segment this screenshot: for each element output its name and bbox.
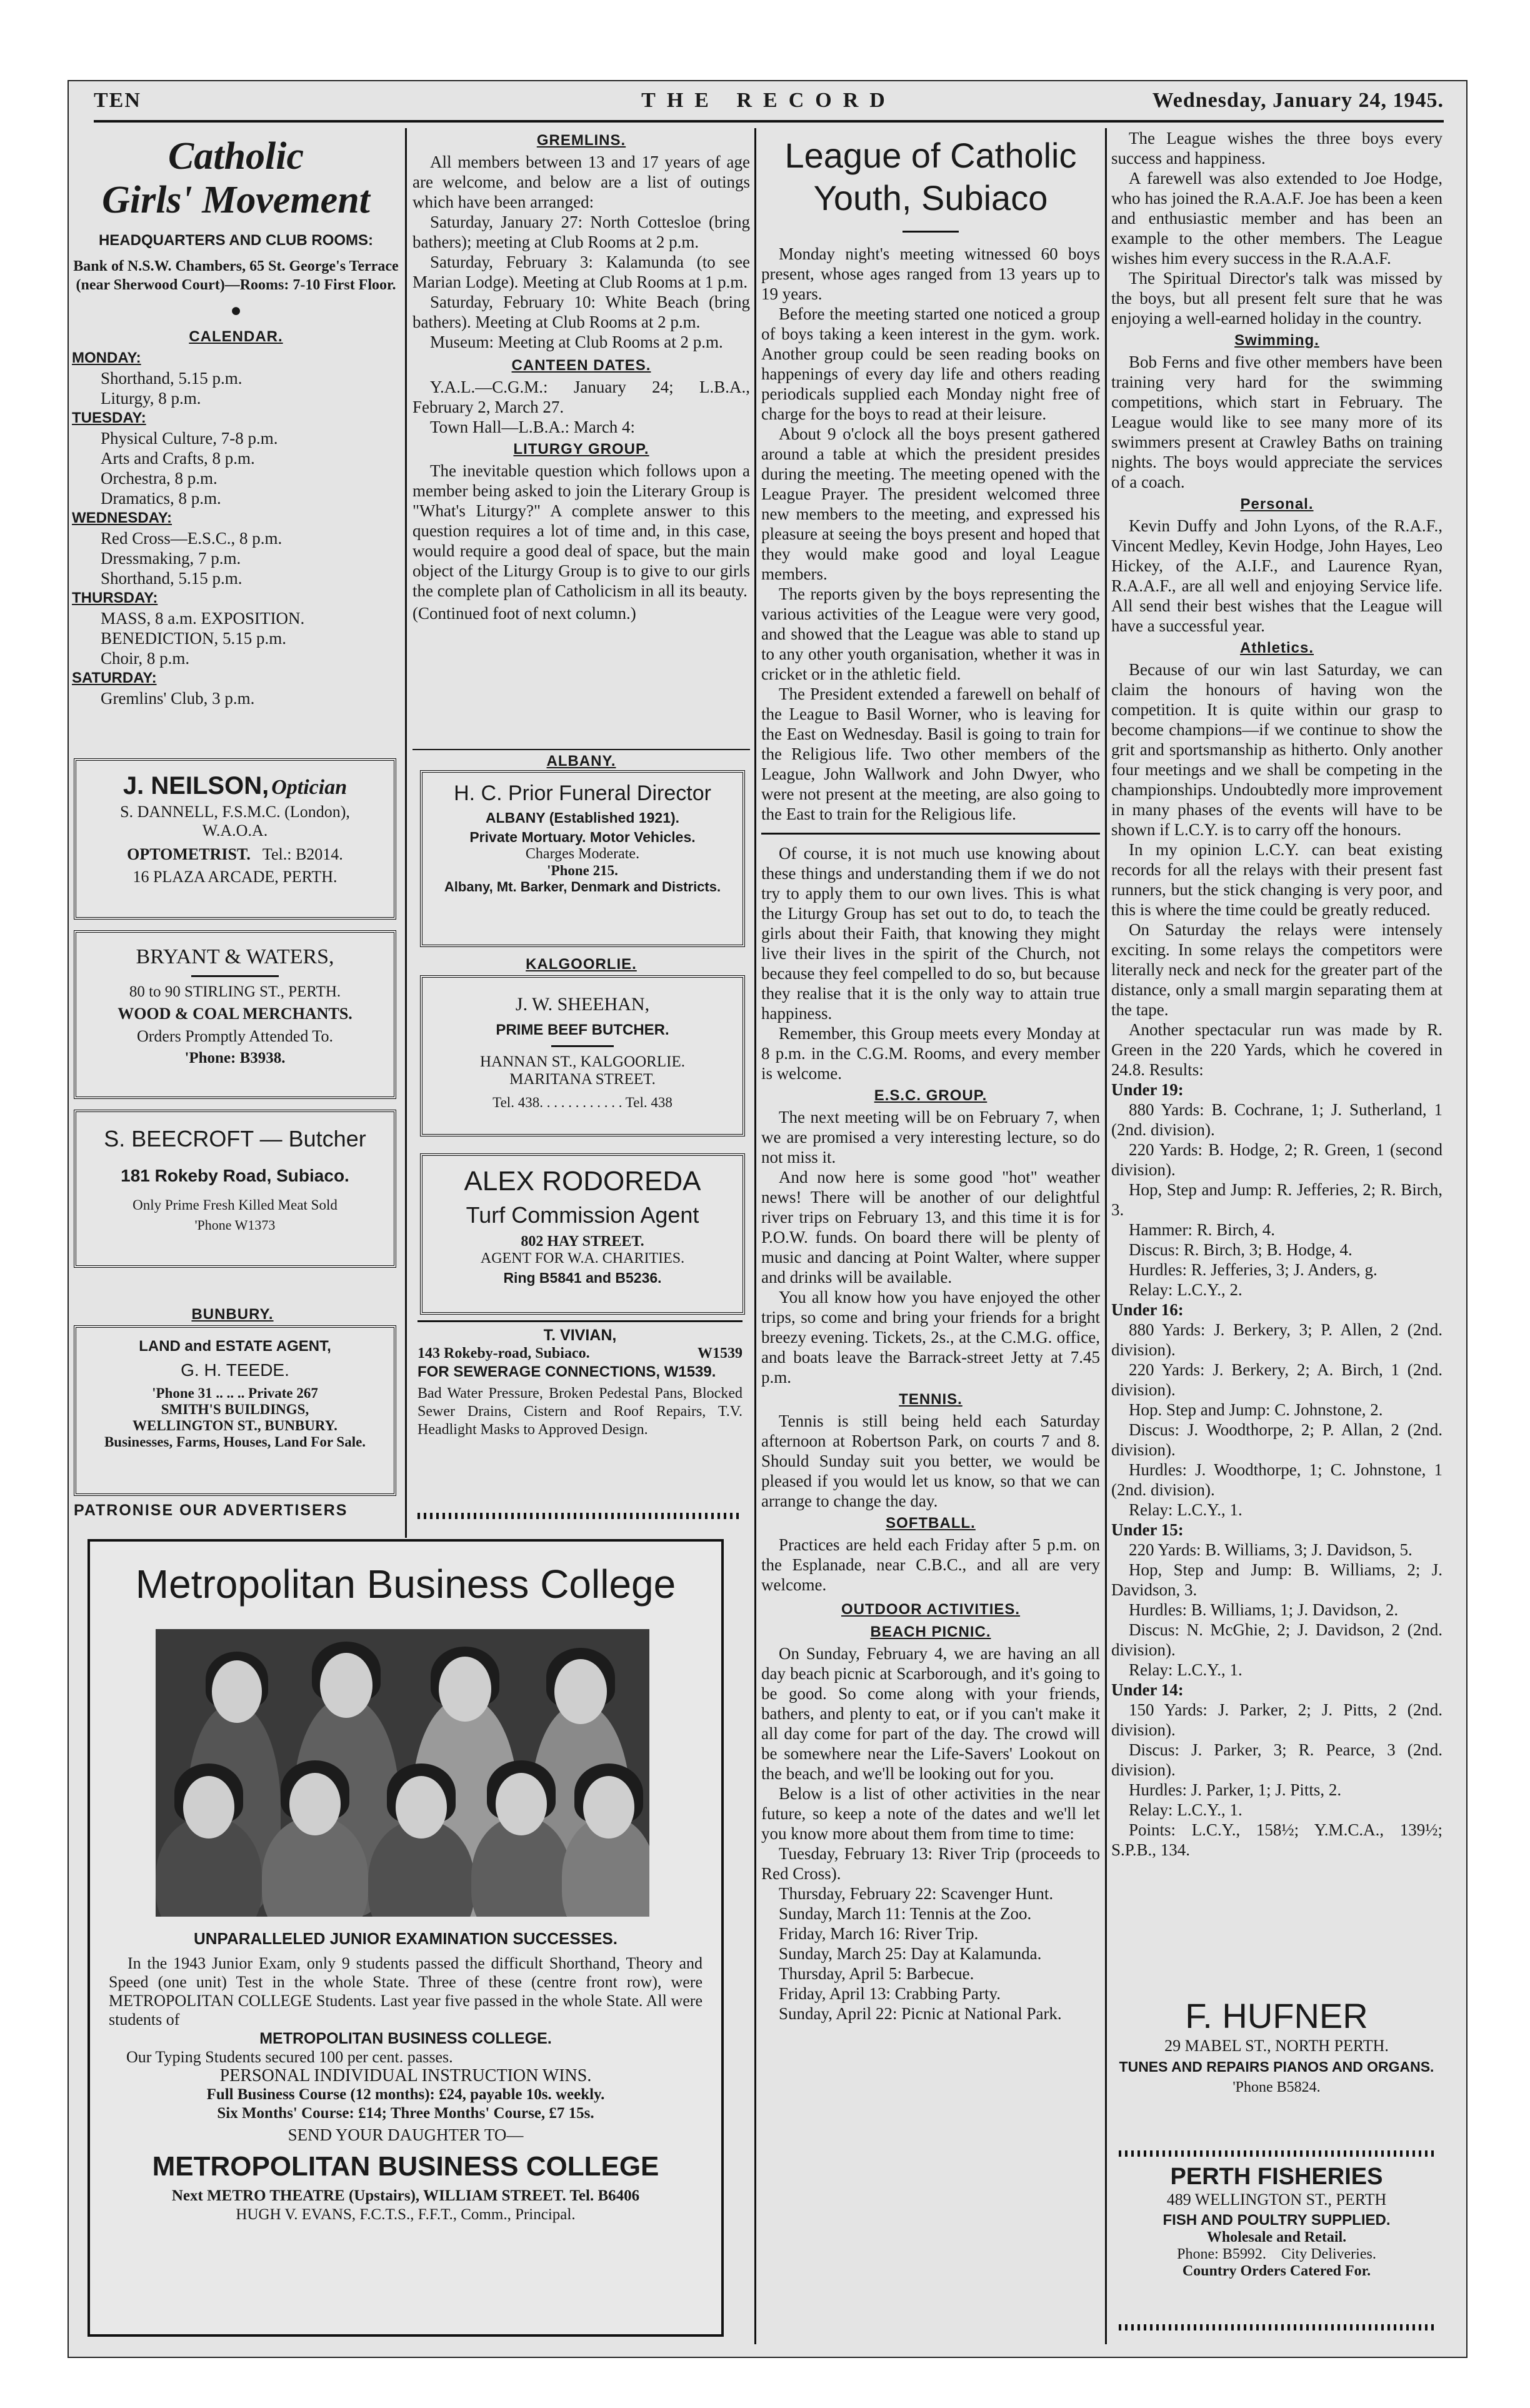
hufner-line1: F. HUFNER [1185, 1996, 1368, 2035]
metro-heading1: UNPARALLELED JUNIOR EXAMINATION SUCCESSES. [194, 1929, 618, 1948]
lcy-column [761, 134, 1100, 2347]
result-item: Hurdles: R. Jefferies, 3; J. Anders, g. [1129, 1260, 1378, 1279]
sheehan-line1: J. W. SHEEHAN, [515, 994, 650, 1015]
metro-heading2: METROPOLITAN BUSINESS COLLEGE. [259, 2030, 552, 2047]
column-rule-3 [1105, 128, 1107, 2344]
fisheries-line6: Country Orders Catered For. [1182, 2263, 1371, 2279]
neilson-line2: S. DANNELL, F.S.M.C. (London), [120, 803, 350, 821]
fisheries-line3: FISH AND POULTRY SUPPLIED. [1162, 2212, 1391, 2229]
result-item: 220 Yards: J. Berkery, 2; A. Birch, 1 (2nd. division). [1111, 1360, 1442, 1399]
calendar-item: Orchestra, 8 p.m. [101, 469, 218, 488]
vivian-line2b: W1539 [698, 1345, 742, 1362]
paragraph: Remember, this Group meets every Monday at 8 p.m. in the C.G.M. Rooms, and every member is welcome. [761, 1024, 1100, 1083]
rodoreda-line5: Ring B5841 and B5236. [503, 1270, 662, 1286]
prior-line1: H. C. Prior Funeral Director [454, 781, 711, 805]
cgm-title-line1: Catholic [168, 135, 304, 178]
kalgoorlie-title: KALGOORLIE. [526, 956, 637, 973]
lcy-article [761, 244, 1100, 824]
teede-line4: SMITH'S BUILDINGS, [161, 1402, 309, 1417]
swimming-text: Bob Ferns and five other members have been training very hard for the swimming competitions, which start in February. The League would like to see many more of its swimmers present at Crawley Baths on training nights. The boys would appreciate the services of a coach. [1111, 353, 1442, 491]
result-item: Discus: R. Birch, 3; B. Hodge, 4. [1129, 1240, 1352, 1259]
cgm-column [72, 134, 400, 763]
results-group-heading: Under 14: [1111, 1680, 1184, 1699]
personal-title: Personal. [1240, 496, 1314, 513]
fisheries-line4: Wholesale and Retail. [1206, 2229, 1347, 2245]
beach-article [761, 1643, 1100, 1844]
result-item: Hurdles: J. Parker, 1; J. Pitts, 2. [1129, 1780, 1342, 1799]
albany-title: ALBANY. [546, 753, 616, 770]
vivian-line3: FOR SEWERAGE CONNECTIONS, W1539. [418, 1363, 716, 1380]
paragraph: Saturday, January 27: North Cottesloe (bring bathers); meeting at Club Rooms at 2 p.m. [412, 213, 750, 251]
calendar-title: CALENDAR. [189, 328, 283, 345]
gremlins-title: GREMLINS. [536, 132, 626, 149]
fisheries-bottom-border [1119, 2324, 1438, 2330]
student-face [212, 1660, 262, 1723]
sheehan-divider [551, 1045, 614, 1047]
calendar-item: Red Cross—E.S.C., 8 p.m. [101, 529, 282, 548]
metro-para5: Six Months' Course: £14; Three Months' Course, £7 15s. [217, 2105, 594, 2122]
sheehan-line4: MARITANA STREET. [509, 1071, 656, 1088]
continued-note: (Continued foot of next column.) [412, 604, 636, 623]
calendar-item: Dressmaking, 7 p.m. [101, 549, 241, 568]
teede-line2: G. H. TEEDE. [181, 1360, 289, 1380]
results-group-heading: Under 15: [1111, 1520, 1184, 1539]
esc-title: E.S.C. GROUP. [874, 1087, 988, 1104]
result-item: Relay: L.C.Y., 2. [1129, 1280, 1242, 1299]
paragraph: Tuesday, February 13: River Trip (proceeds to Red Cross). [761, 1844, 1100, 1883]
paper-name: THE RECORD [641, 89, 896, 112]
canteen-title: CANTEEN DATES. [511, 357, 651, 374]
teede-line6: Businesses, Farms, Houses, Land For Sale. [104, 1434, 366, 1450]
sheehan-line5b: Tel. 438 [625, 1095, 672, 1110]
vivian-line1: T. VIVIAN, [543, 1327, 617, 1344]
ad-metropolitan-college [88, 1539, 724, 2337]
paragraph: About 9 o'clock all the boys present gathered around a table at which the president presides during the meeting. The meeting opened with the League Prayer. The president welcomed three new members to the meeting, and expressed his pleasure at seeing the boys present and hoped that they would make good and loyal League members. [761, 424, 1100, 583]
teede-line3: 'Phone 31 .. .. .. Private 267 [152, 1385, 318, 1401]
paragraph: And now here is some good "hot" weather news! There will be another of our delightful river trips on February 13, and this time it is for P.O.W. funds. On board there will be plenty of music and dancing at Point Walter, where supper and drinks will be available. [761, 1168, 1100, 1287]
paragraph: Friday, April 13: Crabbing Party. [779, 1984, 1001, 2003]
calendar-item: Gremlins' Club, 3 p.m. [101, 689, 255, 708]
calendar-item: Dramatics, 8 p.m. [101, 489, 221, 508]
ad-beecroft [74, 1110, 396, 1268]
paragraph: The President extended a farewell on behalf of the League to Basil Worner, who is leaving for the East on Wednesday. Basil is going to train for the Religious life. Two other members of the League, John Wallwork and John Dwyer, who were not present at the meeting, are also going to the East to train for the Religious life. [761, 685, 1100, 823]
metro-heading3: METROPOLITAN BUSINESS COLLEGE [152, 2151, 659, 2182]
ad-perth-fisheries [1116, 2163, 1438, 2280]
teede-line5: WELLINGTON ST., BUNBURY. [132, 1418, 338, 1433]
student-face [396, 1776, 447, 1839]
ad-sheehan [420, 975, 745, 1136]
prior-line3: Private Mortuary. Motor Vehicles. [469, 829, 696, 845]
paragraph: The League wishes the three boys every success and happiness. [1111, 129, 1442, 168]
calendar-day: THURSDAY: [72, 589, 158, 606]
bryant-line3: WOOD & COAL MERCHANTS. [118, 1005, 352, 1023]
result-item: 220 Yards: B. Williams, 3; J. Davidson, 5. [1129, 1540, 1412, 1559]
ad-prior [420, 770, 745, 947]
sheehan-line3: HANNAN ST., KALGOORLIE. [480, 1053, 685, 1070]
column-rule-2 [754, 128, 756, 2344]
metro-para6: SEND YOUR DAUGHTER TO— [288, 2125, 524, 2144]
metro-title: Metropolitan Business College [135, 1562, 676, 1607]
fisheries-line5a: Phone: B5992. [1177, 2246, 1266, 2262]
fisheries-top-border [1119, 2150, 1438, 2157]
metro-para3: PERSONAL INDIVIDUAL INSTRUCTION WINS. [219, 2066, 592, 2085]
calendar-item: Choir, 8 p.m. [101, 649, 190, 668]
rodoreda-line2: Turf Commission Agent [466, 1202, 699, 1228]
paragraph: Below is a list of other activities in the near future, so keep a note of the dates and we'll let you know more about them from time to time: [761, 1784, 1100, 1843]
paragraph: Town Hall—L.B.A.: March 4: [430, 418, 636, 436]
students-photo [156, 1629, 649, 1917]
cgm-hq-text: Bank of N.S.W. Chambers, 65 St. George's Terrace (near Sherwood Court)—Rooms: 7-10 First Floor. [73, 258, 399, 293]
paragraph: You all know how you have enjoyed the other trips, so come and bring your friends for a bright breezy evening. Tickets, 2s., at the C.M.G. office, and boats leave the Barrack-street Jetty at 7.45 p.m. [761, 1288, 1100, 1387]
calendar-item: Shorthand, 5.15 p.m. [101, 369, 242, 388]
student-face [183, 1776, 234, 1839]
prior-line5: 'Phone 215. [547, 863, 618, 878]
metro-para1: In the 1943 Junior Exam, only 9 students passed the difficult Shorthand, Theory and Speed (one unit) Test in the whole State. Three of these (centre front row), were METROPOLITAN COLLEGE Students. Last year five passed in the whole State. All were students of [109, 1954, 702, 2029]
tennis-title: TENNIS. [899, 1391, 962, 1408]
beach-title: BEACH PICNIC. [870, 1623, 991, 1640]
lcy-column-2 [1111, 128, 1442, 2004]
calendar-day: WEDNESDAY: [72, 509, 172, 526]
neilson-name: J. NEILSON, [122, 772, 269, 800]
results-group-heading: Under 19: [1111, 1080, 1184, 1099]
prior-line2: ALBANY (Established 1921). [485, 810, 680, 826]
student-face [496, 1773, 547, 1835]
prior-line6: Albany, Mt. Barker, Denmark and Districts. [444, 879, 721, 895]
metro-para4: Full Business Course (12 months): £24, payable 10s. weekly. [206, 2086, 605, 2103]
paragraph: The reports given by the boys representing the various activities of the League were very good, and showed that the League was able to stand up to any other youth organisation, whether it was in cricket or in the athletic field. [761, 584, 1100, 683]
paragraph: Museum: Meeting at Club Rooms at 2 p.m. [430, 333, 723, 351]
calendar-day: SATURDAY: [72, 670, 157, 686]
result-item: Hop, Step and Jump: B. Williams, 2; J. Davidson, 3. [1111, 1560, 1442, 1599]
cgm-hq-title: HEADQUARTERS AND CLUB ROOMS: [98, 232, 374, 249]
softball-text: Practices are held each Friday after 5 p.m. on the Esplanade, near C.B.C., and all are very welcome. [761, 1535, 1100, 1594]
issue-date: Wednesday, January 24, 1945. [1152, 89, 1444, 112]
swimming-title: Swimming. [1234, 332, 1319, 349]
result-item: 220 Yards: B. Hodge, 2; R. Green, 1 (second division). [1111, 1140, 1442, 1179]
paragraph: Before the meeting started one noticed a group of boys taking a keen interest in the gym. work. Another group could be seen reading books on happenings of every day life and others reading periodicals supplied each Monday night free of charge for the boys to read at their leisure. [761, 304, 1100, 423]
calendar-item: Liturgy, 8 p.m. [101, 389, 201, 408]
lcy-title-line1: League of Catholic [784, 136, 1077, 175]
beecroft-line2: 181 Rokeby Road, Subiaco. [121, 1166, 349, 1185]
paragraph: Sunday, April 22: Picnic at National Park. [779, 2004, 1062, 2023]
fisheries-line2: 489 WELLINGTON ST., PERTH [1166, 2190, 1387, 2209]
lcy-title-line2: Youth, Subiaco [813, 178, 1048, 218]
bryant-line5: 'Phone: B3938. [184, 1050, 286, 1066]
paragraph: Saturday, February 3: Kalamunda (to see Marian Lodge). Meeting at Club Rooms at 1 p.m. [412, 253, 750, 291]
paragraph: Saturday, February 10: White Beach (bring bathers). Meeting at Club Rooms at 2 p.m. [412, 293, 750, 331]
paragraph: Another spectacular run was made by R. Green in the 220 Yards, which he covered in 24.8. Results: [1111, 1020, 1442, 1079]
result-item: Relay: L.C.Y., 1. [1129, 1660, 1242, 1679]
metro-para8: HUGH V. EVANS, F.C.T.S., F.F.T., Comm., Principal. [236, 2206, 576, 2223]
gremlins-list [412, 152, 750, 352]
fisheries-line1: PERTH FISHERIES [1170, 2164, 1383, 2190]
rodoreda-line4: AGENT FOR W.A. CHARITIES. [480, 1250, 685, 1267]
athletics-results [1111, 1080, 1442, 1860]
result-item: 880 Yards: J. Berkery, 3; P. Allen, 2 (2nd. division). [1111, 1320, 1442, 1359]
result-item: Hurdles: B. Williams, 1; J. Davidson, 2. [1129, 1600, 1399, 1619]
esc-article [761, 1107, 1100, 1387]
paragraph: Y.A.L.—C.G.M.: January 24; L.B.A., February 2, March 27. [412, 378, 750, 416]
calendar [72, 348, 400, 708]
calendar-day: MONDAY: [72, 349, 141, 366]
athletics-title: Athletics. [1239, 640, 1314, 656]
paragraph: Sunday, March 11: Tennis at the Zoo. [779, 1904, 1032, 1923]
paragraph: Thursday, February 22: Scavenger Hunt. [779, 1884, 1054, 1903]
beecroft-line3: Only Prime Fresh Killed Meat Sold [132, 1197, 338, 1213]
vivian-line2a: 143 Rokeby-road, Subiaco. [418, 1345, 590, 1362]
result-item: Points: L.C.Y., 158½; Y.M.C.A., 139½; S.P.B., 134. [1111, 1820, 1442, 1859]
calendar-item: Arts and Crafts, 8 p.m. [101, 449, 255, 468]
tennis-text: Tennis is still being held each Saturday afternoon at Robertson Park, on courts 7 and 8. Should Sunday suit you better, we would be pleased if you would let us know, so that we can arrange to change the day. [761, 1412, 1100, 1510]
student-face [583, 1776, 634, 1839]
column-rule-1 [405, 128, 407, 1538]
ad-bryant [74, 930, 396, 1099]
vivian-line4: Bad Water Pressure, Broken Pedestal Pans, Blocked Sewer Drains, Cistern and Roof Repairs, T.V. Headlight Masks to Approved Design. [418, 1385, 742, 1438]
bryant-divider [191, 975, 279, 977]
neilson-line3: W.A.O.A. [202, 821, 268, 840]
col2-rule [412, 749, 750, 750]
paragraph: In my opinion L.C.Y. can beat existing records for all the relays with their present fast runners, but the stick changing is very poor, and this is where the time could be greatly reduced. [1111, 840, 1442, 919]
canteen-list [412, 377, 750, 437]
neilson-line4a: OPTOMETRIST. [127, 845, 251, 863]
softball-title: SOFTBALL. [886, 1515, 976, 1532]
bryant-line4: Orders Promptly Attended To. [136, 1027, 333, 1045]
personal-text: Kevin Duffy and John Lyons, of the R.A.F., Vincent Medley, Kevin Hodge, John Hayes, Leo Hickey, of the A.I.F., and Laurence Ryan, R.A.A.F., are all well and enjoying Service life. All send their best wishes that the League will have a successful year. [1111, 516, 1442, 635]
paragraph: Sunday, March 25: Day at Kalamunda. [779, 1944, 1042, 1963]
lcy-continued [1111, 128, 1442, 328]
calendar-item: BENEDICTION, 5.15 p.m. [101, 629, 286, 648]
page-number: TEN [94, 89, 141, 112]
bunbury-title: BUNBURY. [191, 1306, 274, 1323]
student-face [320, 1653, 372, 1718]
vivian-bottom-border [418, 1513, 742, 1519]
liturgy-text: The inevitable question which follows upon a member being asked to join the Literary Group is "What's Liturgy?" A complete answer to this question requires a lot of time and, in this case, would require a good deal of space, but the main object of the Liturgy Group is to give to our girls the complete plan of Catholicism in all its beauty. [412, 461, 750, 600]
student-face [289, 1773, 341, 1835]
result-item: Discus: J. Woodthorpe, 2; P. Allan, 2 (2nd. division). [1111, 1420, 1442, 1459]
beecroft-name: S. BEECROFT — Butcher [104, 1126, 366, 1151]
calendar-item: MASS, 8 a.m. EXPOSITION. [101, 609, 305, 628]
lcy-article-end-rule [761, 833, 1100, 835]
ad-rodoreda [420, 1153, 745, 1315]
liturgy-continued [761, 843, 1100, 1083]
activities-list [761, 1844, 1100, 2024]
metro-text [109, 1929, 702, 2224]
paragraph: Thursday, April 5: Barbecue. [779, 1964, 974, 1983]
result-item: Discus: J. Parker, 3; R. Pearce, 3 (2nd. division). [1111, 1740, 1442, 1779]
prior-line4: Charges Moderate. [525, 846, 640, 862]
vivian-top-rule [418, 1320, 742, 1322]
hufner-line2: 29 MABEL ST., NORTH PERTH. [1164, 2037, 1389, 2055]
metro-para2: Our Typing Students secured 100 per cent. passes. [126, 2048, 453, 2066]
page-header [94, 85, 1444, 119]
student-face [554, 1659, 607, 1724]
hufner-line4: 'Phone B5824. [1232, 2079, 1321, 2095]
ad-hufner [1116, 1995, 1438, 2096]
calendar-day: TUESDAY: [72, 409, 146, 426]
paragraph: On Sunday, February 4, we are having an all day beach picnic at Scarborough, and it's going to be good. So come along with your friends, bathers, and plenty to eat, or if you can't make it all day come for part of the day. The crowd will be somewhere near the Life-Savers' Lookout on the beach, and we'll be looking out for you. [761, 1644, 1100, 1783]
sheehan-line5a: Tel. 438. . . . . . . . . . . . [492, 1095, 622, 1110]
student-face [439, 1657, 491, 1722]
neilson-line5: 16 PLAZA ARCADE, PERTH. [132, 868, 338, 886]
bullet-icon: ● [230, 300, 242, 321]
paragraph: All members between 13 and 17 years of age are welcome, and below are a list of outings which have been arranged: [412, 153, 750, 211]
lcy-title-divider [902, 231, 959, 233]
result-item: Relay: L.C.Y., 1. [1129, 1500, 1242, 1519]
fisheries-line5b: City Deliveries. [1281, 2246, 1376, 2262]
paragraph: Friday, March 16: River Trip. [779, 1924, 979, 1943]
result-item: Hop, Step and Jump: R. Jefferies, 2; R. Birch, 3. [1111, 1180, 1442, 1219]
paragraph: The next meeting will be on February 7, when we are promised a very interesting lecture, so do not miss it. [761, 1108, 1100, 1166]
hufner-line3: TUNES AND REPAIRS PIANOS AND ORGANS. [1119, 2059, 1434, 2075]
metro-para7: Next METRO THEATRE (Upstairs), WILLIAM STREET. Tel. B6406 [171, 2187, 640, 2204]
beecroft-line4: 'Phone W1373 [194, 1217, 276, 1233]
cgm-column-2 [412, 128, 750, 760]
result-item: Discus: N. McGhie, 2; J. Davidson, 2 (2nd. division). [1111, 1620, 1442, 1659]
teede-line1: LAND and ESTATE AGENT, [139, 1338, 331, 1355]
header-rule [94, 120, 1444, 123]
liturgy-title: LITURGY GROUP. [513, 441, 649, 458]
calendar-item: Physical Culture, 7-8 p.m. [101, 429, 278, 448]
result-item: Hop. Step and Jump: C. Johnstone, 2. [1129, 1400, 1383, 1419]
paragraph: Monday night's meeting witnessed 60 boys present, whose ages ranged from 13 years up to 19 years. [761, 244, 1100, 303]
paragraph: Because of our win last Saturday, we can claim the honours of having won the competition. It is quite within our grasp to become champions—if we continue to show the grit and sportsmanship as hitherto. Only another four meetings and we shall be competing in the championships. Undoubtedly more improvement in many phases of the events will have to be shown if L.C.Y. is to carry off the honours. [1111, 660, 1442, 839]
ad-neilson [74, 758, 396, 920]
ad-vivian [418, 1327, 742, 1508]
neilson-line4b: Tel.: B2014. [262, 845, 343, 863]
bryant-name: BRYANT & WATERS, [136, 945, 334, 968]
paragraph: The Spiritual Director's talk was missed by the boys, but all present felt sure that he was enjoying a well-earned holiday in the country. [1111, 269, 1442, 328]
sheehan-line2: PRIME BEEF BUTCHER. [496, 1021, 669, 1038]
paragraph: A farewell was also extended to Joe Hodge, who has joined the R.A.A.F. Joe has been a keen and enthusiastic member and has been an example to the other members. The League wishes him every success in the R.A.A.F. [1111, 169, 1442, 268]
rodoreda-line1: ALEX RODOREDA [464, 1166, 701, 1196]
ad-teede [74, 1325, 396, 1496]
paragraph: Of course, it is not much use knowing about these things and understanding them if we do not try to apply them to our own lives. This is what the Liturgy Group has set out to do, to teach the girls about their Faith, that knowing they might live their lives in the spirit of the Church, not because they feel compelled to do so, but because they realise that it is the only way to attain true happiness. [761, 844, 1100, 1023]
calendar-item: Shorthand, 5.15 p.m. [101, 569, 242, 588]
neilson-role: Optician [271, 776, 348, 799]
paragraph: On Saturday the relays were intensely exciting. In some relays the competitors were literally neck and neck for the greater part of the distance, only a small margin separating them at the tape. [1111, 920, 1442, 1019]
result-item: Hammer: R. Birch, 4. [1129, 1220, 1275, 1239]
result-item: 880 Yards: B. Cochrane, 1; J. Sutherland, 1 (2nd. division). [1111, 1100, 1442, 1139]
cgm-title-line2: Girls' Movement [102, 179, 370, 221]
result-item: Relay: L.C.Y., 1. [1129, 1800, 1242, 1819]
patronise-advertisers: PATRONISE OUR ADVERTISERS [74, 1502, 348, 1519]
results-group-heading: Under 16: [1111, 1300, 1184, 1319]
rodoreda-line3: 802 HAY STREET. [521, 1233, 644, 1250]
result-item: Hurdles: J. Woodthorpe, 1; C. Johnstone, 1 (2nd. division). [1111, 1460, 1442, 1499]
outdoor-title: OUTDOOR ACTIVITIES. [841, 1601, 1021, 1618]
bryant-line2: 80 to 90 STIRLING ST., PERTH. [129, 983, 341, 1000]
athletics-article [1111, 660, 1442, 1080]
result-item: 150 Yards: J. Parker, 2; J. Pitts, 2 (2nd. division). [1111, 1700, 1442, 1739]
